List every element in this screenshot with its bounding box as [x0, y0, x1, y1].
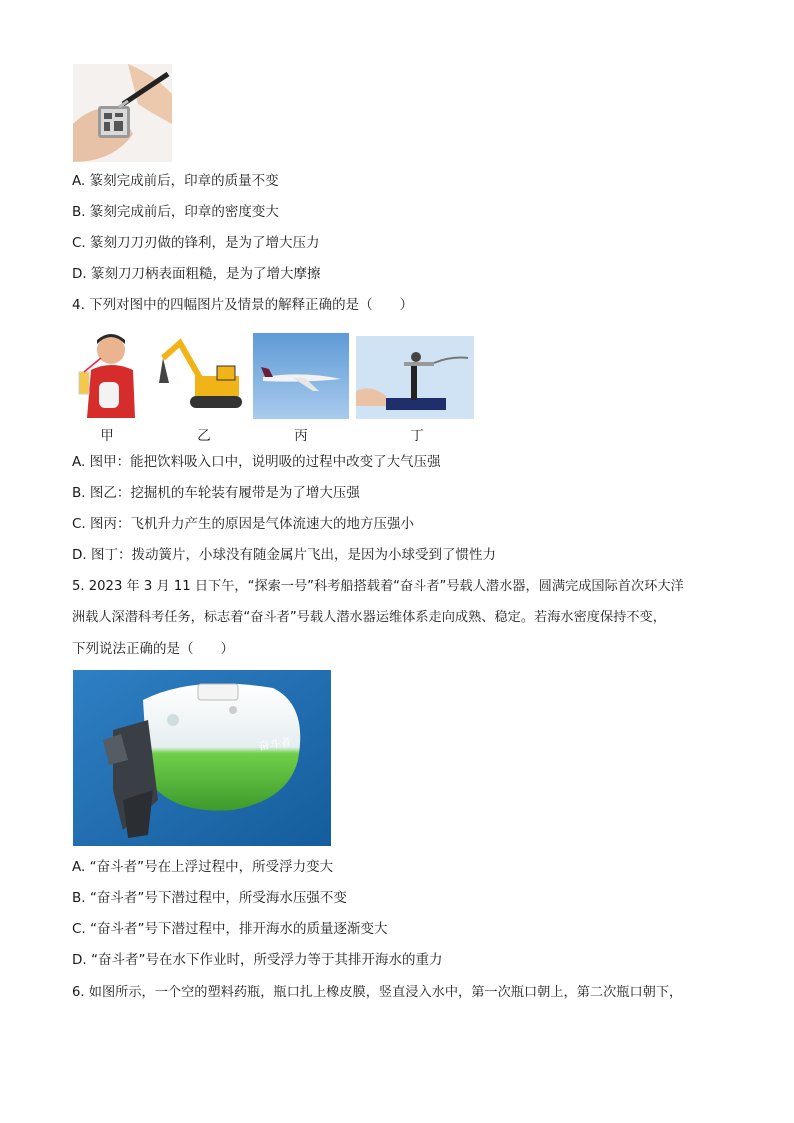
q5-stem-line-2: 洲载人深潜科考任务，标志着“奋斗者”号载人潜水器运维体系走向成熟、稳定。若海水密度保持不变， [72, 610, 666, 625]
caption-ding: 丁 [410, 428, 424, 444]
q3-option-d: D. 篆刻刀刀柄表面粗糙，是为了增大摩擦 [72, 266, 321, 282]
q5-option-a: A. “奋斗者”号在上浮过程中，所受浮力变大 [72, 859, 334, 875]
q4-option-c: C. 图丙：飞机升力产生的原因是气体流速大的地方压强小 [72, 516, 415, 532]
q5-stem-line-1: 5. 2023 年 3 月 11 日下午，“探索一号”科考船搭载着“奋斗者”号载人潜水器，圆满完成国际首次环大洋 [72, 579, 684, 594]
q6-stem: 6. 如图所示，一个空的塑料药瓶，瓶口扎上橡皮膜，竖直浸入水中，第一次瓶口朝上，第二次瓶口朝下， [72, 985, 683, 1000]
q5-stem-line-3: 下列说法正确的是（ ） [72, 641, 234, 657]
caption-bing: 丙 [294, 428, 308, 444]
excavator-photo [155, 338, 245, 413]
q3-option-a: A. 篆刻完成前后，印章的质量不变 [72, 173, 279, 189]
submersible-hull-label: 奋斗者 [257, 735, 293, 753]
boy-drinking-photo [73, 330, 137, 418]
caption-jia: 甲 [100, 428, 114, 444]
q4-option-d: D. 图丁：拨动簧片，小球没有随金属片飞出，是因为小球受到了惯性力 [72, 547, 496, 563]
inertia-demo-photo [356, 336, 474, 419]
q3-option-b: B. 篆刻完成前后，印章的密度变大 [72, 204, 279, 220]
q4-option-b: B. 图乙：挖掘机的车轮装有履带是为了增大压强 [72, 485, 360, 501]
q5-option-b: B. “奋斗者”号下潜过程中，所受海水压强不变 [72, 890, 347, 906]
q3-option-c: C. 篆刻刀刀刃做的锋利，是为了增大压力 [72, 235, 320, 251]
submersible-photo [73, 670, 331, 846]
q5-option-c: C. “奋斗者”号下潜过程中，排开海水的质量逐渐变大 [72, 921, 388, 937]
caption-yi: 乙 [197, 428, 211, 444]
airplane-photo [253, 333, 349, 419]
seal-engraving-photo [73, 64, 172, 162]
q4-stem: 4. 下列对图中的四幅图片及情景的解释正确的是（ ） [72, 297, 414, 313]
q5-option-d: D. “奋斗者”号在水下作业时，所受浮力等于其排开海水的重力 [72, 952, 443, 968]
q4-option-a: A. 图甲：能把饮料吸入口中，说明吸的过程中改变了大气压强 [72, 454, 441, 470]
